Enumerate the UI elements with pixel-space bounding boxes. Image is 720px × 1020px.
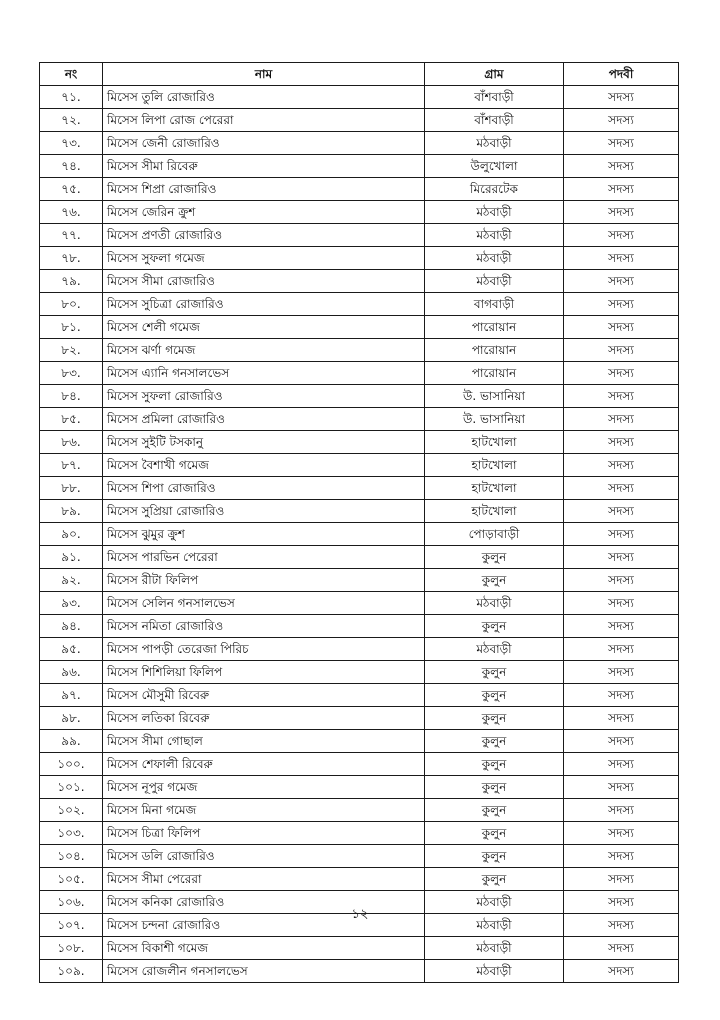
cell-serial-number: ৭৬. xyxy=(40,201,103,224)
header-serial-number: নং xyxy=(40,63,103,86)
cell-name: মিসেস সুফলা রোজারিও xyxy=(103,385,425,408)
cell-name: মিসেস সীমা রিবেরু xyxy=(103,155,425,178)
cell-serial-number: ৯৩. xyxy=(40,592,103,615)
cell-post: সদস্য xyxy=(564,569,679,592)
header-name: নাম xyxy=(103,63,425,86)
cell-name: মিসেস শেলী গমেজ xyxy=(103,316,425,339)
page-number: ১২ xyxy=(351,907,369,922)
cell-serial-number: ৯২. xyxy=(40,569,103,592)
cell-name: মিসেস সুচিত্রা রোজারিও xyxy=(103,293,425,316)
cell-serial-number: ৮১. xyxy=(40,316,103,339)
cell-serial-number: ৮৮. xyxy=(40,477,103,500)
cell-name: মিসেস সুপ্রিয়া রোজারিও xyxy=(103,500,425,523)
cell-name: মিসেস রীটা ফিলিপ xyxy=(103,569,425,592)
cell-village: হাটখোলা xyxy=(425,454,564,477)
cell-serial-number: ৯৫. xyxy=(40,638,103,661)
table-row xyxy=(40,661,679,684)
cell-village: মঠবাড়ী xyxy=(425,638,564,661)
cell-village: কুলুন xyxy=(425,730,564,753)
cell-post: সদস্য xyxy=(564,270,679,293)
cell-village: মঠবাড়ী xyxy=(425,960,564,983)
cell-serial-number: ৯৮. xyxy=(40,707,103,730)
cell-post: সদস্য xyxy=(564,753,679,776)
cell-village: হাটখোলা xyxy=(425,431,564,454)
cell-serial-number: ৮০. xyxy=(40,293,103,316)
cell-post: সদস্য xyxy=(564,615,679,638)
table-row xyxy=(40,316,679,339)
table-row xyxy=(40,224,679,247)
cell-village: মিরেরটেক xyxy=(425,178,564,201)
table-row xyxy=(40,431,679,454)
cell-village: কুলুন xyxy=(425,776,564,799)
cell-name: মিসেস সুফলা গমেজ xyxy=(103,247,425,270)
cell-village: পোড়াবাড়ী xyxy=(425,523,564,546)
cell-serial-number: ৮৬. xyxy=(40,431,103,454)
cell-village: উ. ভাসানিয়া xyxy=(425,385,564,408)
cell-name: মিসেস সেলিন গনসালভেস xyxy=(103,592,425,615)
cell-post: সদস্য xyxy=(564,132,679,155)
cell-name: মিসেস পারভিন পেরেরা xyxy=(103,546,425,569)
cell-name: মিসেস ডলি রোজারিও xyxy=(103,845,425,868)
cell-name: মিসেস মৌসুমী রিবেরু xyxy=(103,684,425,707)
cell-name: মিসেস সীমা গোছাল xyxy=(103,730,425,753)
cell-serial-number: ৯৭. xyxy=(40,684,103,707)
cell-post: সদস্য xyxy=(564,431,679,454)
cell-village: মঠবাড়ী xyxy=(425,270,564,293)
cell-serial-number: ১০৯. xyxy=(40,960,103,983)
table-row xyxy=(40,799,679,822)
table-row xyxy=(40,615,679,638)
cell-name: মিসেস লতিকা রিবেরু xyxy=(103,707,425,730)
table-row xyxy=(40,385,679,408)
cell-post: সদস্য xyxy=(564,592,679,615)
cell-village: বাঁশবাড়ী xyxy=(425,86,564,109)
cell-village: হাটখোলা xyxy=(425,477,564,500)
table-row xyxy=(40,362,679,385)
cell-name: মিসেস বিকাশী গমেজ xyxy=(103,937,425,960)
cell-serial-number: ৭৯. xyxy=(40,270,103,293)
cell-serial-number: ৮৩. xyxy=(40,362,103,385)
cell-village: মঠবাড়ী xyxy=(425,247,564,270)
cell-name: মিসেস চন্দনা রোজারিও xyxy=(103,914,425,937)
table-row xyxy=(40,730,679,753)
cell-village: কুলুন xyxy=(425,845,564,868)
header-post: পদবী xyxy=(564,63,679,86)
cell-serial-number: ১০০. xyxy=(40,753,103,776)
cell-post: সদস্য xyxy=(564,845,679,868)
cell-village: মঠবাড়ী xyxy=(425,132,564,155)
cell-serial-number: ৭৮. xyxy=(40,247,103,270)
cell-name: মিসেস চিত্রা ফিলিপ xyxy=(103,822,425,845)
cell-name: মিসেস জেরিন ক্রুশ xyxy=(103,201,425,224)
cell-name: মিসেস তুলি রোজারিও xyxy=(103,86,425,109)
cell-serial-number: ৮৫. xyxy=(40,408,103,431)
table-row xyxy=(40,477,679,500)
cell-post: সদস্য xyxy=(564,155,679,178)
cell-name: মিসেস সীমা রোজারিও xyxy=(103,270,425,293)
cell-serial-number: ৯১. xyxy=(40,546,103,569)
cell-village: কুলুন xyxy=(425,707,564,730)
table-row xyxy=(40,638,679,661)
cell-post: সদস্য xyxy=(564,523,679,546)
cell-serial-number: ১০১. xyxy=(40,776,103,799)
cell-village: হাটখোলা xyxy=(425,500,564,523)
cell-name: মিসেস রোজলীন গনসালভেস xyxy=(103,960,425,983)
cell-village: মঠবাড়ী xyxy=(425,914,564,937)
cell-post: সদস্য xyxy=(564,339,679,362)
cell-serial-number: ৯৯. xyxy=(40,730,103,753)
cell-post: সদস্য xyxy=(564,86,679,109)
cell-post: সদস্য xyxy=(564,224,679,247)
cell-serial-number: ৮২. xyxy=(40,339,103,362)
cell-serial-number: ১০৫. xyxy=(40,868,103,891)
cell-name: মিসেস প্রণতী রোজারিও xyxy=(103,224,425,247)
cell-post: সদস্য xyxy=(564,247,679,270)
table-row xyxy=(40,155,679,178)
cell-post: সদস্য xyxy=(564,477,679,500)
member-table xyxy=(39,62,679,983)
cell-serial-number: ১০৩. xyxy=(40,822,103,845)
table-row xyxy=(40,960,679,983)
cell-serial-number: ৯৪. xyxy=(40,615,103,638)
cell-village: পারোয়ান xyxy=(425,316,564,339)
table-row xyxy=(40,546,679,569)
cell-name: মিসেস কনিকা রোজারিও xyxy=(103,891,425,914)
cell-name: মিসেস পাপড়ী তেরেজা পিরিচ xyxy=(103,638,425,661)
cell-post: সদস্য xyxy=(564,730,679,753)
cell-name: মিসেস শিপ্রা রোজারিও xyxy=(103,178,425,201)
cell-serial-number: ৮৭. xyxy=(40,454,103,477)
cell-village: মঠবাড়ী xyxy=(425,937,564,960)
cell-name: মিসেস শেফালী রিবেরু xyxy=(103,753,425,776)
table-row xyxy=(40,454,679,477)
table-row xyxy=(40,776,679,799)
cell-post: সদস্য xyxy=(564,707,679,730)
cell-serial-number: ১০২. xyxy=(40,799,103,822)
cell-name: মিসেস নমিতা রোজারিও xyxy=(103,615,425,638)
cell-village: বাঁশবাড়ী xyxy=(425,109,564,132)
table-row xyxy=(40,293,679,316)
table-row xyxy=(40,937,679,960)
cell-village: মঠবাড়ী xyxy=(425,201,564,224)
cell-name: মিসেস বৈশাখী গমেজ xyxy=(103,454,425,477)
cell-village: কুলুন xyxy=(425,546,564,569)
cell-village: কুলুন xyxy=(425,753,564,776)
cell-name: মিসেস সুইটি টসকানু xyxy=(103,431,425,454)
cell-post: সদস্য xyxy=(564,362,679,385)
cell-post: সদস্য xyxy=(564,454,679,477)
table-row xyxy=(40,132,679,155)
cell-village: মঠবাড়ী xyxy=(425,224,564,247)
cell-post: সদস্য xyxy=(564,937,679,960)
cell-serial-number: ৭৪. xyxy=(40,155,103,178)
cell-serial-number: ৭২. xyxy=(40,109,103,132)
cell-post: সদস্য xyxy=(564,868,679,891)
table-row xyxy=(40,523,679,546)
table-row xyxy=(40,707,679,730)
table-row xyxy=(40,408,679,431)
table-row xyxy=(40,86,679,109)
table-row xyxy=(40,868,679,891)
table-row xyxy=(40,845,679,868)
cell-serial-number: ৭৫. xyxy=(40,178,103,201)
cell-name: মিসেস প্রমিলা রোজারিও xyxy=(103,408,425,431)
cell-post: সদস্য xyxy=(564,661,679,684)
cell-post: সদস্য xyxy=(564,546,679,569)
table-row xyxy=(40,339,679,362)
cell-post: সদস্য xyxy=(564,408,679,431)
cell-village: মঠবাড়ী xyxy=(425,891,564,914)
cell-serial-number: ৭১. xyxy=(40,86,103,109)
cell-post: সদস্য xyxy=(564,109,679,132)
cell-post: সদস্য xyxy=(564,960,679,983)
cell-name: মিসেস ঝর্ণা গমেজ xyxy=(103,339,425,362)
table-row xyxy=(40,569,679,592)
cell-post: সদস্য xyxy=(564,201,679,224)
cell-name: মিসেস জেনী রোজারিও xyxy=(103,132,425,155)
cell-name: মিসেস শিপা রোজারিও xyxy=(103,477,425,500)
table-row xyxy=(40,247,679,270)
cell-serial-number: ৭৭. xyxy=(40,224,103,247)
cell-name: মিসেস লিপা রোজ পেরেরা xyxy=(103,109,425,132)
table-row xyxy=(40,822,679,845)
cell-post: সদস্য xyxy=(564,822,679,845)
header-village: গ্রাম xyxy=(425,63,564,86)
cell-post: সদস্য xyxy=(564,684,679,707)
table-row xyxy=(40,201,679,224)
cell-post: সদস্য xyxy=(564,776,679,799)
table-row xyxy=(40,109,679,132)
cell-village: কুলুন xyxy=(425,569,564,592)
table-row xyxy=(40,270,679,293)
cell-village: কুলুন xyxy=(425,799,564,822)
cell-serial-number: ৮৯. xyxy=(40,500,103,523)
cell-village: মঠবাড়ী xyxy=(425,592,564,615)
cell-village: কুলুন xyxy=(425,822,564,845)
cell-post: সদস্য xyxy=(564,316,679,339)
cell-village: পারোয়ান xyxy=(425,362,564,385)
cell-serial-number: ১০৭. xyxy=(40,914,103,937)
table-row xyxy=(40,178,679,201)
cell-post: সদস্য xyxy=(564,293,679,316)
cell-serial-number: ১০৬. xyxy=(40,891,103,914)
table-row xyxy=(40,592,679,615)
cell-village: উলুখোলা xyxy=(425,155,564,178)
table-header-row xyxy=(40,63,679,86)
cell-village: কুলুন xyxy=(425,661,564,684)
cell-village: কুলুন xyxy=(425,868,564,891)
cell-name: মিসেস এ্যানি গনসালভেস xyxy=(103,362,425,385)
cell-serial-number: ৯৬. xyxy=(40,661,103,684)
cell-village: পারোয়ান xyxy=(425,339,564,362)
cell-post: সদস্য xyxy=(564,891,679,914)
cell-serial-number: ১০৮. xyxy=(40,937,103,960)
cell-serial-number: ৯০. xyxy=(40,523,103,546)
table-row xyxy=(40,500,679,523)
cell-serial-number: ৮৪. xyxy=(40,385,103,408)
cell-village: কুলুন xyxy=(425,615,564,638)
cell-name: মিসেস মিনা গমেজ xyxy=(103,799,425,822)
cell-serial-number: ৭৩. xyxy=(40,132,103,155)
cell-post: সদস্য xyxy=(564,799,679,822)
cell-post: সদস্য xyxy=(564,500,679,523)
table-row xyxy=(40,753,679,776)
cell-name: মিসেস নূপুর গমেজ xyxy=(103,776,425,799)
table-row xyxy=(40,684,679,707)
cell-village: বাগবাড়ী xyxy=(425,293,564,316)
cell-serial-number: ১০৪. xyxy=(40,845,103,868)
cell-name: মিসেস সীমা পেরেরা xyxy=(103,868,425,891)
cell-name: মিসেস শিশিলিয়া ফিলিপ xyxy=(103,661,425,684)
cell-name: মিসেস ঝুমুর ক্রুশ xyxy=(103,523,425,546)
cell-village: উ. ভাসানিয়া xyxy=(425,408,564,431)
cell-village: কুলুন xyxy=(425,684,564,707)
cell-post: সদস্য xyxy=(564,385,679,408)
cell-post: সদস্য xyxy=(564,638,679,661)
cell-post: সদস্য xyxy=(564,914,679,937)
cell-post: সদস্য xyxy=(564,178,679,201)
